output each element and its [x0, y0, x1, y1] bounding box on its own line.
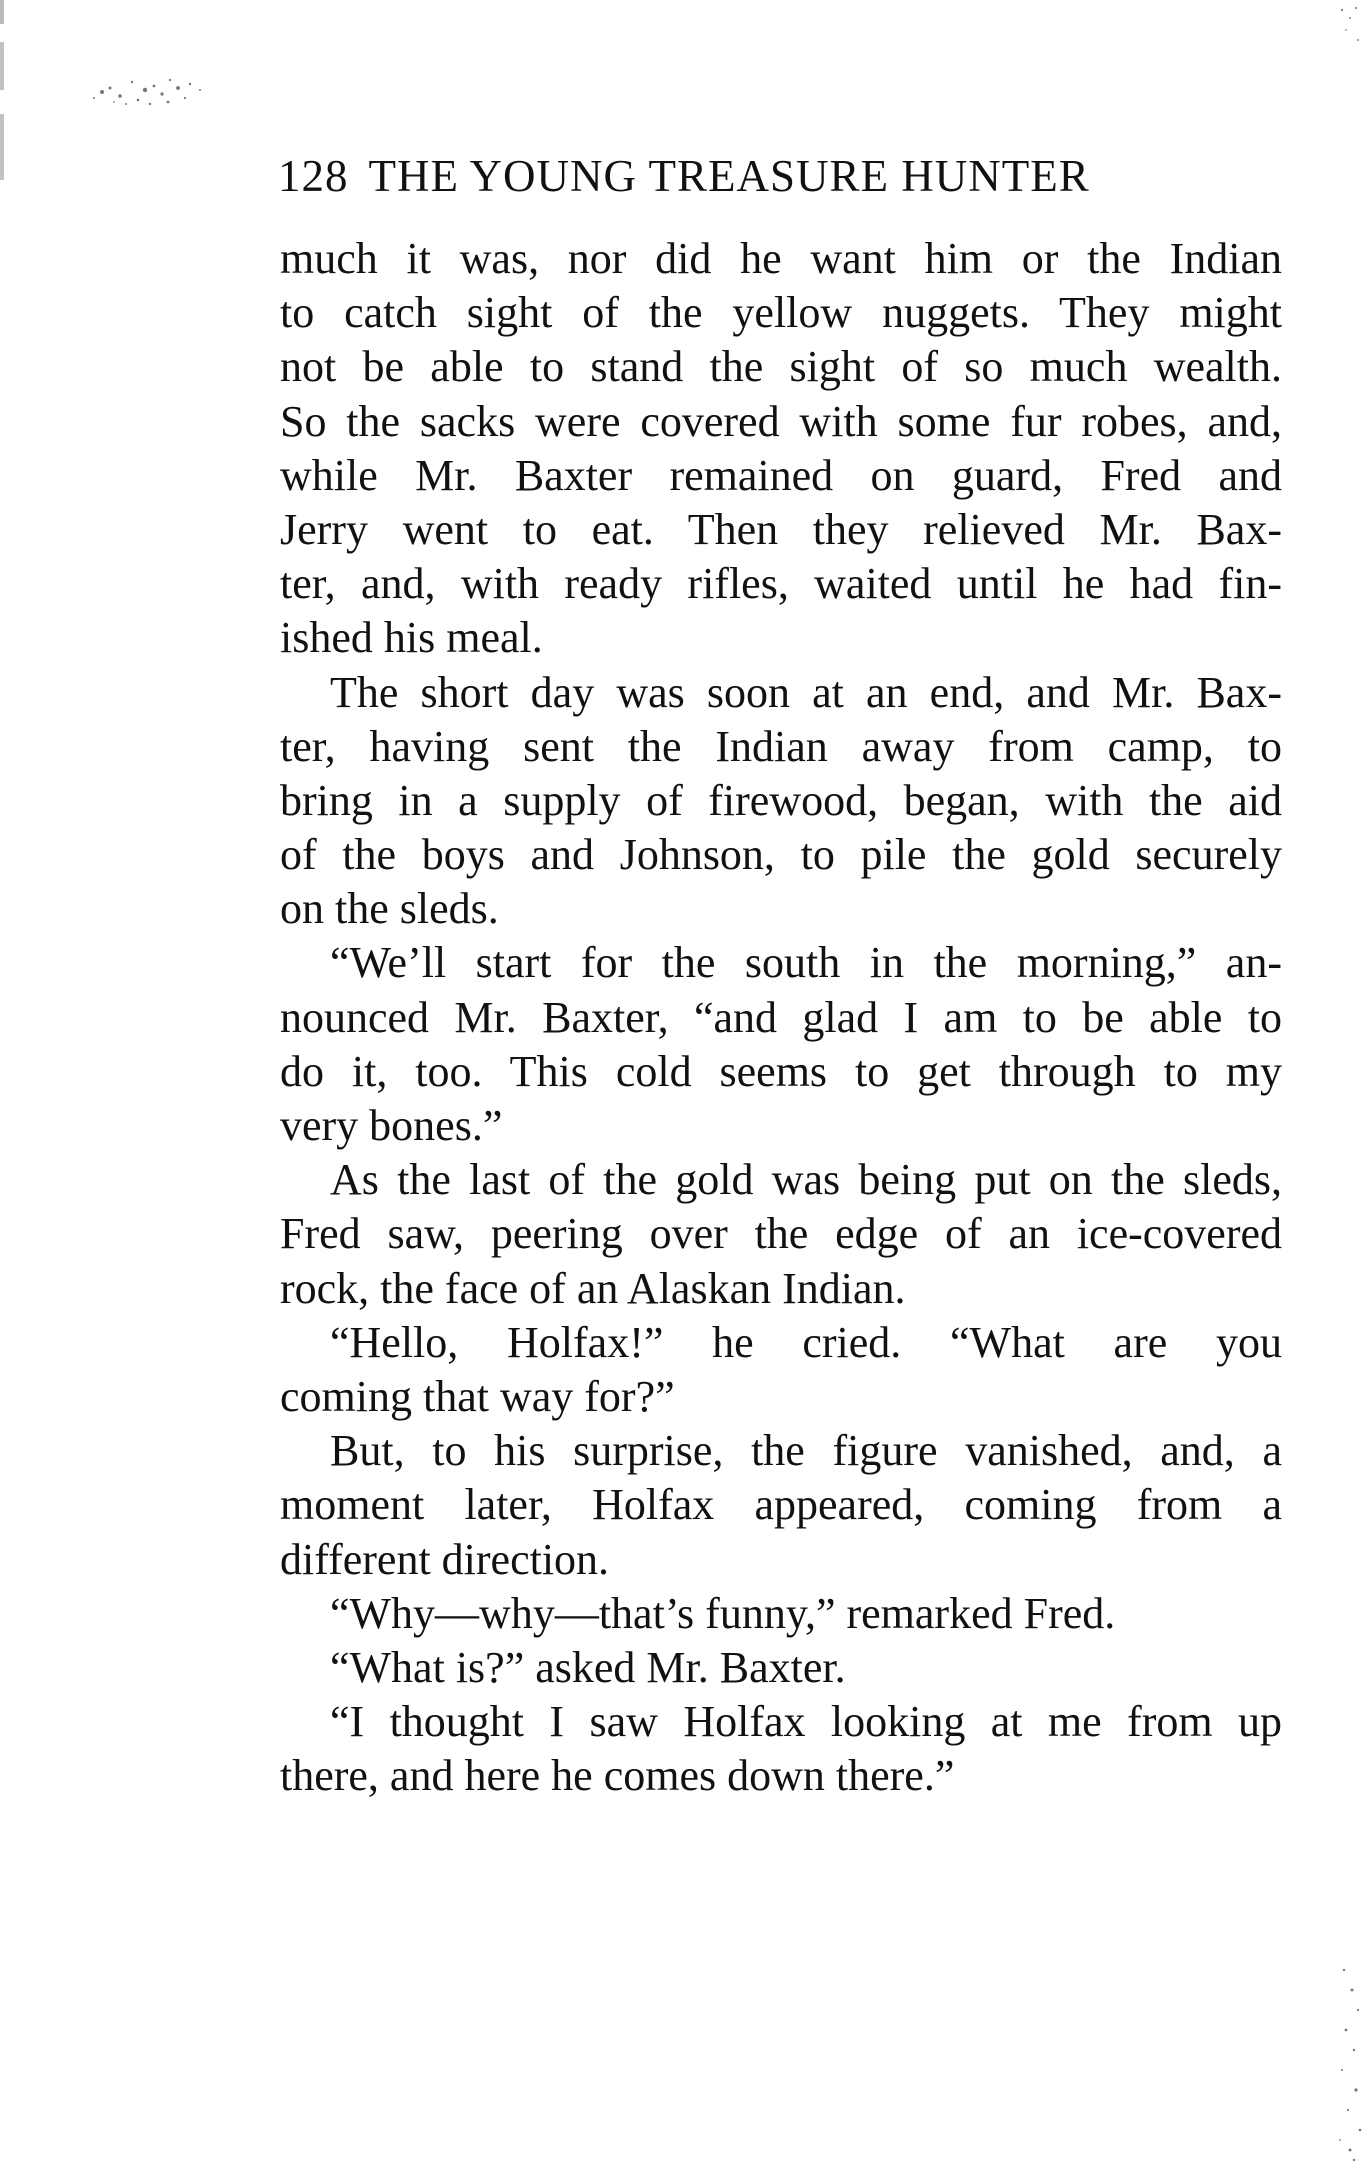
text-line: As the last of the gold was being put on the sleds,: [330, 1155, 1282, 1205]
running-head: [278, 150, 1278, 202]
text-line: very bones.”: [280, 1101, 503, 1150]
text-line: “Hello, Holfax!” he cried. “What are you: [330, 1317, 1282, 1367]
text-line: on the sleds.: [280, 884, 499, 934]
text-line: there, and here he comes down there.”: [280, 1751, 955, 1801]
text-line: different direction.: [280, 1534, 610, 1584]
text-line: “We’ll start for the south in the morning,” an-: [330, 938, 1282, 988]
text-line: moment later, Holfax appeared, coming from a: [280, 1480, 1282, 1530]
text-line: But, to his surprise, the figure vanished, and, a: [330, 1426, 1282, 1476]
text-line: of the boys and Johnson, to pile the gold securely: [280, 830, 1282, 880]
text-line: Fred saw, peering over the edge of an ice-covered: [280, 1209, 1282, 1259]
scan-speckle: [50, 60, 230, 140]
text-line: “What is?” asked Mr. Baxter.: [330, 1642, 846, 1692]
page-number: 128: [278, 151, 349, 201]
text-line: ter, and, with ready rifles, waited until he had fin-: [280, 559, 1282, 609]
page-edge-mark: [0, 0, 4, 300]
text-line: nounced Mr. Baxter, “and glad I am to be able to: [280, 992, 1282, 1042]
text-line: bring in a supply of firewood, began, with the aid: [280, 775, 1282, 825]
text-line: Jerry went to eat. Then they relieved Mr. Bax-: [280, 504, 1282, 554]
text-line: “Why—why—that’s funny,” remarked Fred.: [330, 1588, 1116, 1638]
text-line: ished his meal.: [280, 613, 543, 663]
scan-speckle-bottom-right: [1334, 1950, 1364, 2170]
text-line: coming that way for?”: [280, 1371, 675, 1421]
text-line: while Mr. Baxter remained on guard, Fred and: [280, 450, 1282, 500]
text-line: rock, the face of an Alaskan Indian.: [280, 1263, 906, 1313]
text-line: much it was, nor did he want him or the Indian: [280, 234, 1282, 283]
text-line: “I thought I saw Holfax looking at me from up: [330, 1697, 1282, 1747]
scan-speckle-top-right: [1334, 0, 1364, 60]
text-line: not be able to stand the sight of so much wealth.: [280, 342, 1282, 392]
body-text: [280, 232, 1282, 1803]
text-line: to catch sight of the yellow nuggets. They might: [280, 288, 1282, 338]
book-title: THE YOUNG TREASURE HUNTER: [368, 151, 1090, 201]
text-line: The short day was soon at an end, and Mr. Bax-: [330, 667, 1282, 717]
text-line: ter, having sent the Indian away from camp, to: [280, 721, 1282, 771]
text-line: do it, too. This cold seems to get through to my: [280, 1046, 1282, 1096]
text-line: So the sacks were covered with some fur robes, and,: [280, 396, 1282, 446]
